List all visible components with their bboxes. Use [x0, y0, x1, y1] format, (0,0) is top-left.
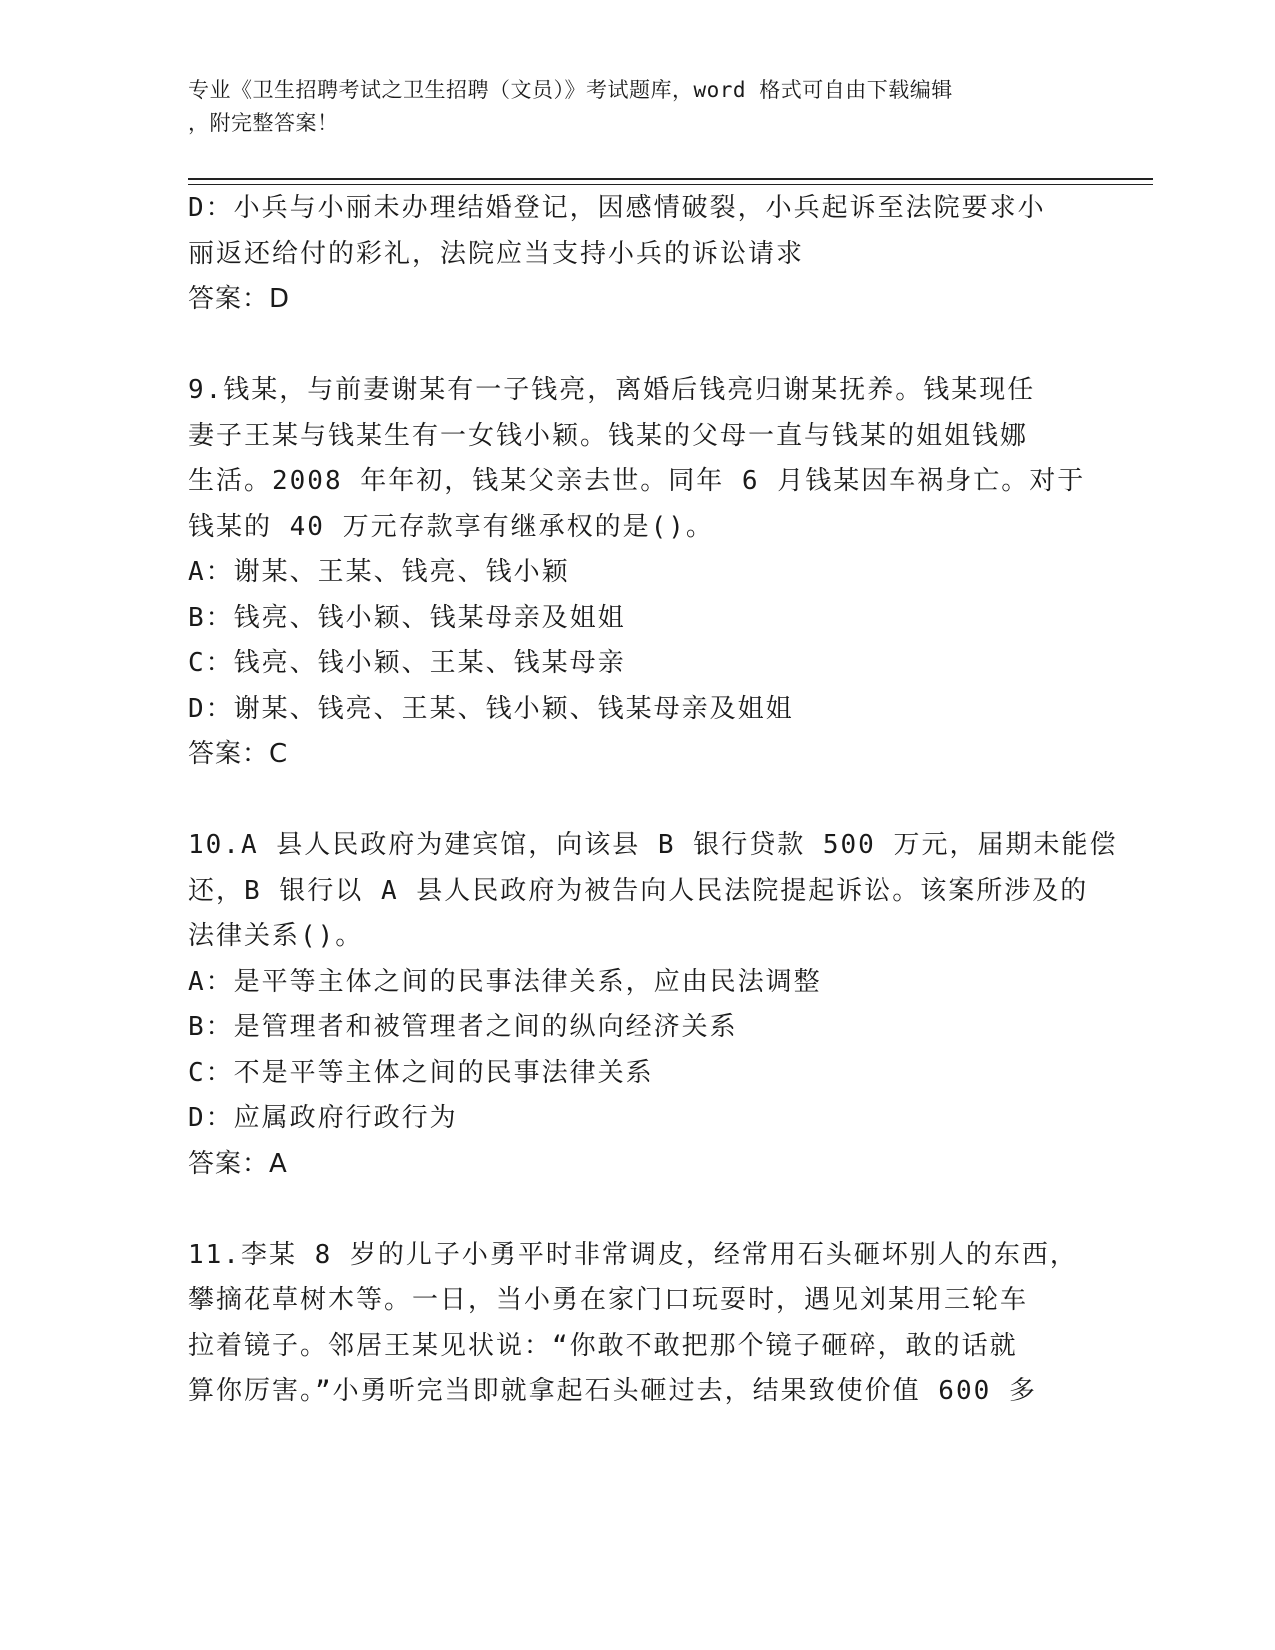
question-11	[188, 1233, 1088, 1415]
option-d: D：谢某、钱亮、王某、钱小颖、钱某母亲及姐姐	[188, 693, 794, 724]
answer-line: 答案：D	[188, 284, 291, 314]
question-text-line: 11.李某 8 岁的儿子小勇平时非常调皮，经常用石头砸坏别人的东西，	[188, 1239, 1078, 1270]
option-line: 丽返还给付的彩礼，法院应当支持小兵的诉讼请求	[188, 238, 805, 269]
header-line-1: 专业《卫生招聘考试之卫生招聘（文员）》考试题库，word 格式可自由下载编辑	[188, 78, 953, 102]
question-text-line: 拉着镜子。邻居王某见状说：“你敢不敢把那个镜子砸碎，敢的话就	[188, 1330, 1018, 1361]
spacer	[188, 323, 1088, 369]
option-b: B：是管理者和被管理者之间的纵向经济关系	[188, 1012, 738, 1042]
question-text-line: 10.A 县人民政府为建宾馆，向该县 B 银行贷款 500 万元，届期未能偿	[188, 830, 1118, 860]
header-line-2: ，附完整答案！	[188, 111, 339, 135]
document-body	[188, 186, 1118, 1415]
option-d: D：应属政府行政行为	[188, 1103, 458, 1133]
question-text-line: 9.钱某，与前妻谢某有一子钱亮，离婚后钱亮归谢某抚养。钱某现任	[188, 375, 1036, 405]
question-text-line: 法律关系()。	[188, 921, 364, 951]
question-9	[188, 368, 1088, 778]
spacer	[188, 1187, 1088, 1233]
option-b: B：钱亮、钱小颖、钱某母亲及姐姐	[188, 602, 626, 633]
header-divider-thick	[188, 178, 1153, 180]
question-text-line: 还，B 银行以 A 县人民政府为被告向人民法院提起诉讼。该案所涉及的	[188, 875, 1089, 906]
option-c: C：不是平等主体之间的民事法律关系	[188, 1057, 654, 1088]
answer-line: 答案：A	[188, 1148, 288, 1179]
question-10	[188, 823, 1118, 1187]
answer-line: 答案：C	[188, 739, 289, 769]
header-divider-thin	[188, 184, 1153, 185]
spacer	[188, 778, 1088, 824]
question-8-tail	[188, 186, 1088, 323]
option-a: A：谢某、王某、钱亮、钱小颖	[188, 557, 570, 587]
option-a: A：是平等主体之间的民事法律关系，应由民法调整	[188, 966, 822, 997]
question-text-line: 钱某的 40 万元存款享有继承权的是()。	[188, 511, 714, 542]
question-text-line: 生活。2008 年年初，钱某父亲去世。同年 6 月钱某因车祸身亡。对于	[188, 466, 1086, 496]
question-text-line: 攀摘花草树木等。一日，当小勇在家门口玩耍时，遇见刘某用三轮车	[188, 1285, 1029, 1315]
question-text-line: 算你厉害。”小勇听完当即就拿起石头砸过去，结果致使价值 600 多	[188, 1376, 1037, 1406]
option-c: C：钱亮、钱小颖、王某、钱某母亲	[188, 648, 626, 678]
option-line: D：小兵与小丽未办理结婚登记，因感情破裂，小兵起诉至法院要求小	[188, 193, 1046, 223]
question-text-line: 妻子王某与钱某生有一女钱小颖。钱某的父母一直与钱某的姐姐钱娜	[188, 420, 1029, 451]
document-header	[188, 74, 1088, 140]
